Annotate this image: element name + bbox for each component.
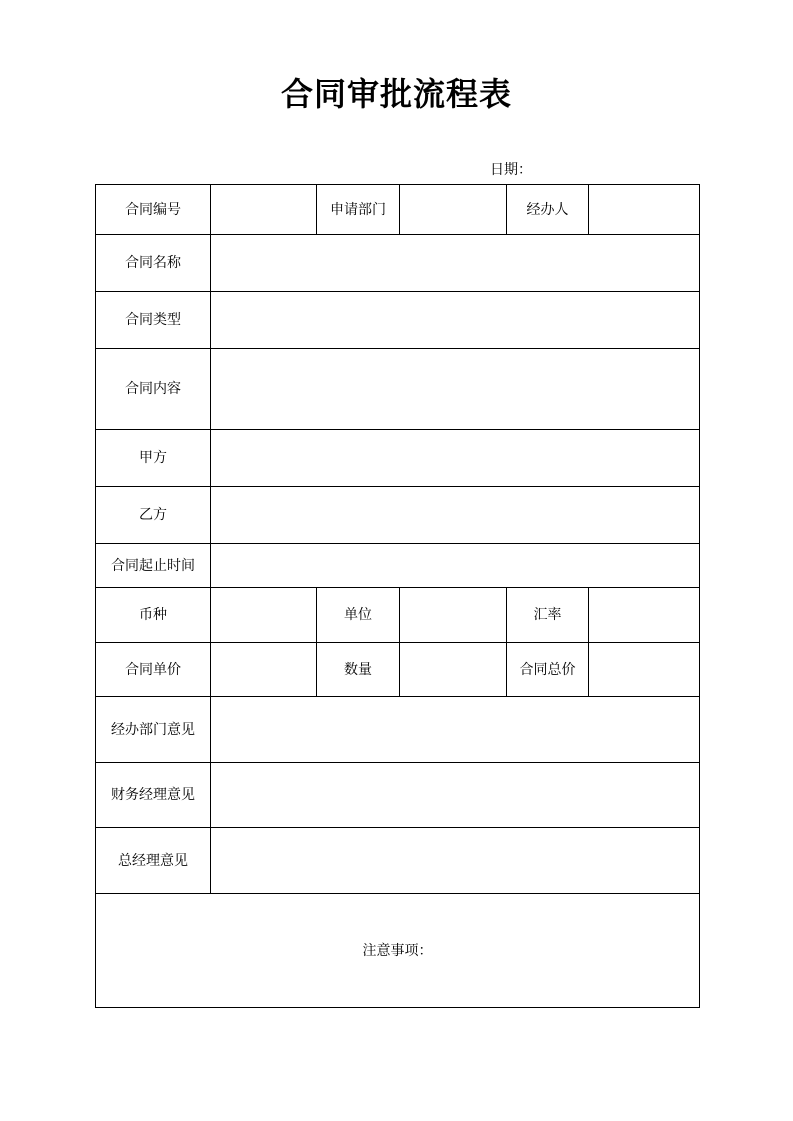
quantity-field[interactable] <box>400 643 507 697</box>
table-row <box>96 430 700 487</box>
gm-opinion-field[interactable] <box>211 828 700 894</box>
party-a-field[interactable] <box>211 430 700 487</box>
party-b-field[interactable] <box>211 487 700 544</box>
finance-opinion-field[interactable] <box>211 763 700 828</box>
handler-label: 经办人 <box>507 185 589 235</box>
approval-form-table <box>95 184 700 1008</box>
table-row <box>96 235 700 292</box>
contract-period-label: 合同起止时间 <box>96 544 211 588</box>
unit-label: 单位 <box>317 588 400 643</box>
page-title: 合同审批流程表 <box>280 75 512 113</box>
notes-label: 注意事项： <box>362 942 433 959</box>
contract-no-field[interactable] <box>211 185 317 235</box>
table-row <box>96 643 700 697</box>
exchange-rate-label: 汇率 <box>507 588 589 643</box>
table-row <box>96 697 700 763</box>
unit-price-label: 合同单价 <box>96 643 211 697</box>
table-row <box>96 487 700 544</box>
currency-label: 币种 <box>96 588 211 643</box>
table-row <box>96 894 700 1008</box>
applicant-dept-label: 申请部门 <box>317 185 400 235</box>
notes-area[interactable] <box>96 894 700 1008</box>
gm-opinion-label: 总经理意见 <box>96 828 211 894</box>
total-price-field[interactable] <box>589 643 700 697</box>
table-row <box>96 763 700 828</box>
party-a-label: 甲方 <box>96 430 211 487</box>
contract-no-label: 合同编号 <box>96 185 211 235</box>
quantity-label: 数量 <box>317 643 400 697</box>
contract-name-field[interactable] <box>211 235 700 292</box>
contract-type-field[interactable] <box>211 292 700 349</box>
date-field <box>490 160 532 180</box>
exchange-rate-field[interactable] <box>589 588 700 643</box>
dept-opinion-field[interactable] <box>211 697 700 763</box>
table-row <box>96 588 700 643</box>
table-row <box>96 292 700 349</box>
handler-field[interactable] <box>589 185 700 235</box>
contract-name-label: 合同名称 <box>96 235 211 292</box>
applicant-dept-field[interactable] <box>400 185 507 235</box>
currency-field[interactable] <box>211 588 317 643</box>
table-row <box>96 544 700 588</box>
contract-content-label: 合同内容 <box>96 349 211 430</box>
party-b-label: 乙方 <box>96 487 211 544</box>
date-label: 日期： <box>490 162 532 178</box>
unit-field[interactable] <box>400 588 507 643</box>
contract-period-field[interactable] <box>211 544 700 588</box>
table-row <box>96 349 700 430</box>
contract-content-field[interactable] <box>211 349 700 430</box>
unit-price-field[interactable] <box>211 643 317 697</box>
contract-type-label: 合同类型 <box>96 292 211 349</box>
total-price-label: 合同总价 <box>507 643 589 697</box>
finance-opinion-label: 财务经理意见 <box>96 763 211 828</box>
dept-opinion-label: 经办部门意见 <box>96 697 211 763</box>
table-row <box>96 185 700 235</box>
table-row <box>96 828 700 894</box>
